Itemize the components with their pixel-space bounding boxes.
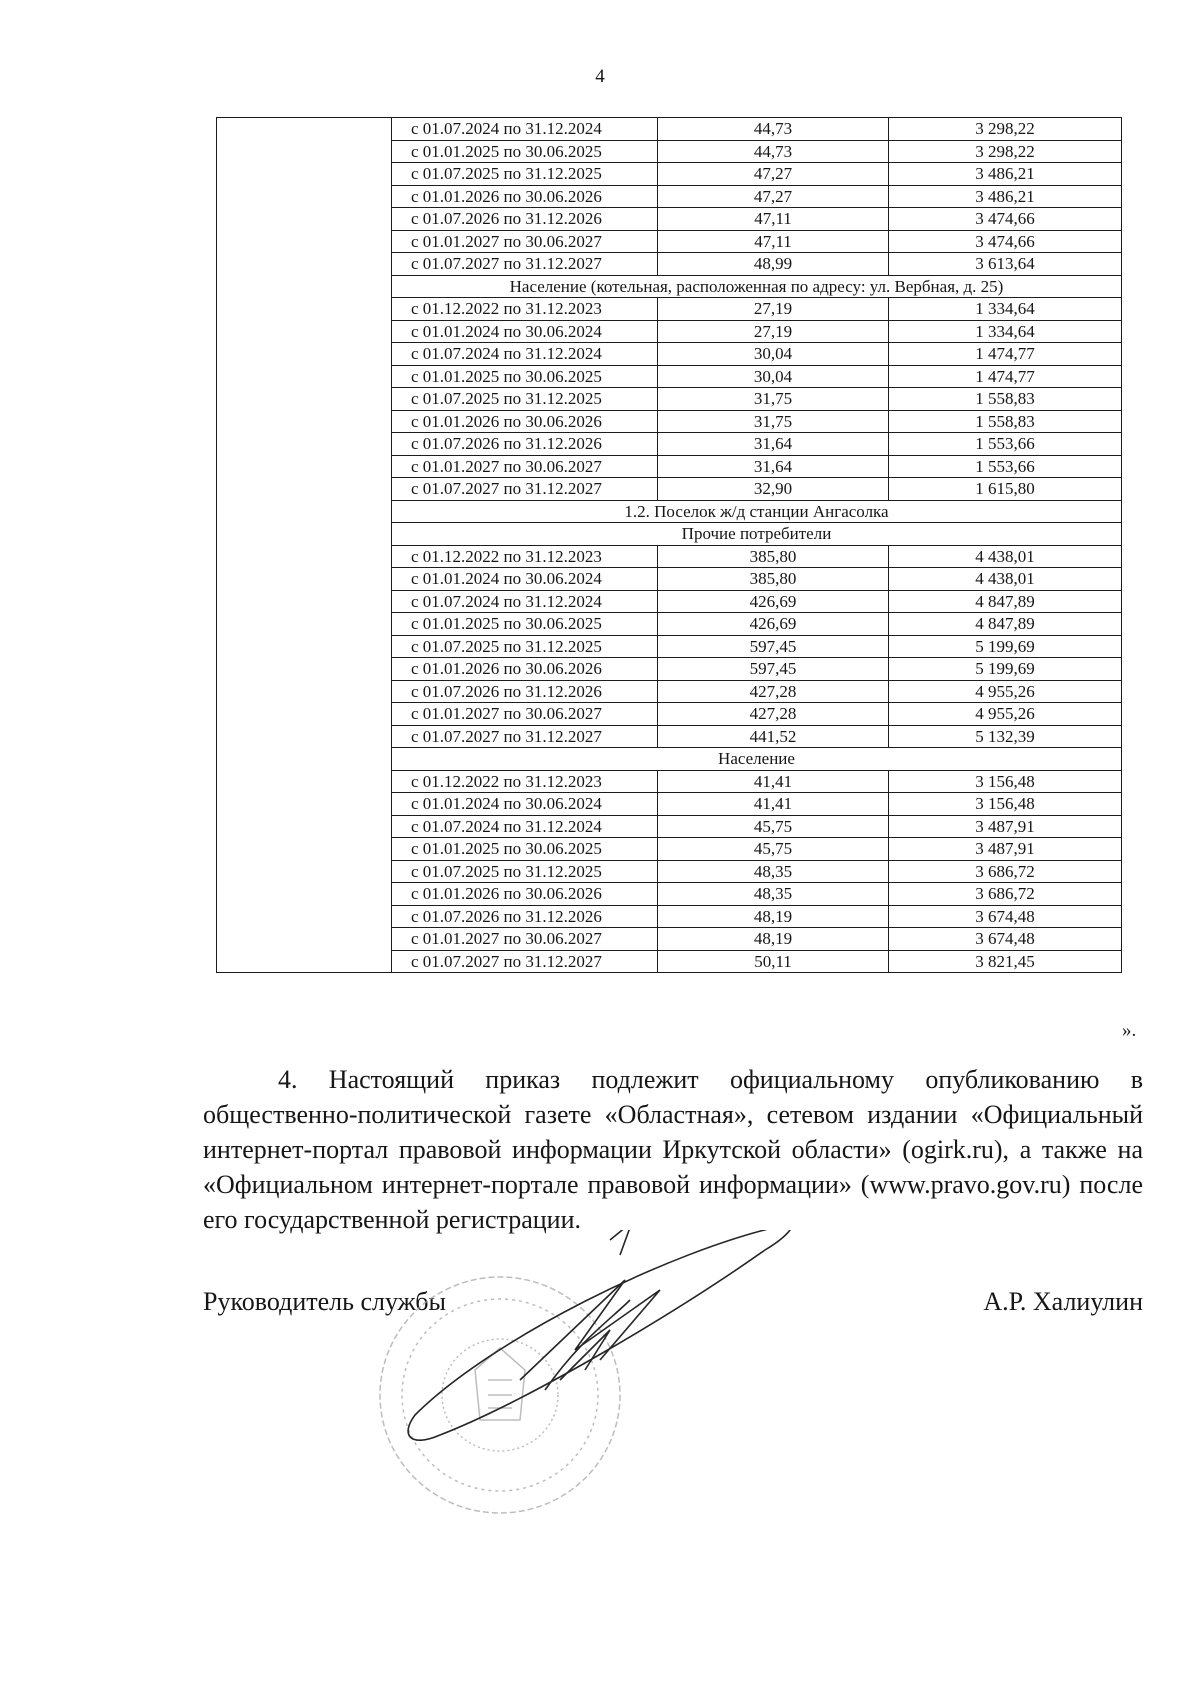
tariff-value-cell: 48,35 <box>658 883 889 906</box>
period-cell: с 01.01.2025 по 30.06.2025 <box>392 838 658 861</box>
tariff-value-cell: 1 334,64 <box>889 320 1122 343</box>
tariff-value-cell: 5 199,69 <box>889 635 1122 658</box>
tariff-value-cell: 4 847,89 <box>889 613 1122 636</box>
tariff-value-cell: 427,28 <box>658 703 889 726</box>
tariff-value-cell: 1 474,77 <box>889 343 1122 366</box>
tariff-value-cell: 4 438,01 <box>889 568 1122 591</box>
tariff-value-cell: 44,73 <box>658 118 889 141</box>
closing-quote: ». <box>1122 1020 1137 1041</box>
tariff-value-cell: 48,99 <box>658 253 889 276</box>
tariff-value-cell: 47,27 <box>658 163 889 186</box>
tariff-value-cell: 597,45 <box>658 658 889 681</box>
tariff-value-cell: 385,80 <box>658 568 889 591</box>
tariff-value-cell: 3 486,21 <box>889 163 1122 186</box>
tariff-value-cell: 45,75 <box>658 815 889 838</box>
tariff-value-cell: 32,90 <box>658 478 889 501</box>
tariff-value-cell: 48,19 <box>658 928 889 951</box>
period-cell: с 01.01.2027 по 30.06.2027 <box>392 455 658 478</box>
period-cell: с 01.07.2025 по 31.12.2025 <box>392 163 658 186</box>
tariff-value-cell: 31,64 <box>658 433 889 456</box>
tariff-value-cell: 3 613,64 <box>889 253 1122 276</box>
tariff-value-cell: 426,69 <box>658 613 889 636</box>
tariff-value-cell: 3 486,21 <box>889 185 1122 208</box>
signatory-title: Руководитель службы <box>203 1287 446 1316</box>
tariff-value-cell: 3 474,66 <box>889 230 1122 253</box>
period-cell: с 01.01.2024 по 30.06.2024 <box>392 568 658 591</box>
period-cell: с 01.01.2026 по 30.06.2026 <box>392 185 658 208</box>
tariff-value-cell: 5 199,69 <box>889 658 1122 681</box>
period-cell: с 01.01.2027 по 30.06.2027 <box>392 703 658 726</box>
tariff-value-cell: 5 132,39 <box>889 725 1122 748</box>
tariff-value-cell: 1 558,83 <box>889 388 1122 411</box>
tariff-value-cell: 441,52 <box>658 725 889 748</box>
tariff-value-cell: 426,69 <box>658 590 889 613</box>
tariff-value-cell: 50,11 <box>658 950 889 973</box>
period-cell: с 01.07.2026 по 31.12.2026 <box>392 208 658 231</box>
tariff-value-cell: 27,19 <box>658 298 889 321</box>
tariff-value-cell: 31,64 <box>658 455 889 478</box>
tariff-value-cell: 47,11 <box>658 208 889 231</box>
tariff-value-cell: 3 298,22 <box>889 118 1122 141</box>
period-cell: с 01.12.2022 по 31.12.2023 <box>392 298 658 321</box>
tariff-value-cell: 31,75 <box>658 388 889 411</box>
period-cell: с 01.01.2024 по 30.06.2024 <box>392 793 658 816</box>
tariff-value-cell: 48,19 <box>658 905 889 928</box>
period-cell: с 01.01.2026 по 30.06.2026 <box>392 883 658 906</box>
period-cell: с 01.07.2024 по 31.12.2024 <box>392 815 658 838</box>
tariff-value-cell: 4 955,26 <box>889 680 1122 703</box>
tariff-value-cell: 1 474,77 <box>889 365 1122 388</box>
period-cell: с 01.07.2026 по 31.12.2026 <box>392 680 658 703</box>
period-cell: с 01.07.2026 по 31.12.2026 <box>392 433 658 456</box>
tariff-table <box>216 117 1122 973</box>
period-cell: с 01.01.2025 по 30.06.2025 <box>392 613 658 636</box>
tariff-value-cell: 3 487,91 <box>889 815 1122 838</box>
period-cell: с 01.12.2022 по 31.12.2023 <box>392 545 658 568</box>
tariff-value-cell: 3 487,91 <box>889 838 1122 861</box>
table-row <box>217 118 1122 141</box>
period-cell: с 01.07.2024 по 31.12.2024 <box>392 590 658 613</box>
period-cell: с 01.01.2026 по 30.06.2026 <box>392 410 658 433</box>
tariff-value-cell: 45,75 <box>658 838 889 861</box>
signatory-name: А.Р. Халиулин <box>983 1287 1143 1316</box>
handwritten-signature <box>408 1230 792 1440</box>
period-cell: с 01.01.2025 по 30.06.2025 <box>392 365 658 388</box>
blank-first-column <box>217 118 392 973</box>
tariff-value-cell: 3 686,72 <box>889 883 1122 906</box>
tariff-value-cell: 427,28 <box>658 680 889 703</box>
tariff-value-cell: 3 474,66 <box>889 208 1122 231</box>
page-number: 4 <box>595 66 605 87</box>
official-stamp <box>370 1230 810 1530</box>
section-header: 1.2. Поселок ж/д станции Ангасолка <box>392 500 1122 523</box>
period-cell: с 01.07.2025 по 31.12.2025 <box>392 388 658 411</box>
tariff-value-cell: 1 558,83 <box>889 410 1122 433</box>
tariff-value-cell: 31,75 <box>658 410 889 433</box>
period-cell: с 01.01.2024 по 30.06.2024 <box>392 320 658 343</box>
tariff-value-cell: 3 156,48 <box>889 793 1122 816</box>
section-header: Население <box>392 748 1122 771</box>
tariff-value-cell: 47,11 <box>658 230 889 253</box>
tariff-value-cell: 30,04 <box>658 365 889 388</box>
tariff-value-cell: 1 334,64 <box>889 298 1122 321</box>
period-cell: с 01.07.2026 по 31.12.2026 <box>392 905 658 928</box>
tariff-value-cell: 4 438,01 <box>889 545 1122 568</box>
tariff-table-body <box>217 118 1122 973</box>
period-cell: с 01.01.2025 по 30.06.2025 <box>392 140 658 163</box>
tariff-value-cell: 3 686,72 <box>889 860 1122 883</box>
tariff-value-cell: 3 298,22 <box>889 140 1122 163</box>
tariff-value-cell: 4 847,89 <box>889 590 1122 613</box>
tariff-value-cell: 1 553,66 <box>889 433 1122 456</box>
tariff-value-cell: 4 955,26 <box>889 703 1122 726</box>
period-cell: с 01.01.2027 по 30.06.2027 <box>392 928 658 951</box>
stamp-seal <box>380 1277 620 1513</box>
tariff-value-cell: 47,27 <box>658 185 889 208</box>
tariff-value-cell: 41,41 <box>658 770 889 793</box>
period-cell: с 01.07.2024 по 31.12.2024 <box>392 343 658 366</box>
period-cell: с 01.07.2027 по 31.12.2027 <box>392 725 658 748</box>
period-cell: с 01.12.2022 по 31.12.2023 <box>392 770 658 793</box>
period-cell: с 01.07.2027 по 31.12.2027 <box>392 253 658 276</box>
period-cell: с 01.07.2025 по 31.12.2025 <box>392 860 658 883</box>
tariff-value-cell: 44,73 <box>658 140 889 163</box>
tariff-value-cell: 1 553,66 <box>889 455 1122 478</box>
tariff-value-cell: 27,19 <box>658 320 889 343</box>
tariff-value-cell: 30,04 <box>658 343 889 366</box>
tariff-value-cell: 48,35 <box>658 860 889 883</box>
tariff-value-cell: 41,41 <box>658 793 889 816</box>
tariff-value-cell: 385,80 <box>658 545 889 568</box>
period-cell: с 01.07.2025 по 31.12.2025 <box>392 635 658 658</box>
section-header: Население (котельная, расположенная по адресу: ул. Вербная, д. 25) <box>392 275 1122 298</box>
tariff-value-cell: 597,45 <box>658 635 889 658</box>
tariff-value-cell: 3 156,48 <box>889 770 1122 793</box>
period-cell: с 01.07.2027 по 31.12.2027 <box>392 478 658 501</box>
paragraph-4: 4. Настоящий приказ подлежит официальному опубликованию в общественно-политической газете «Областная», сетевом издании «Официальный интернет-портал правовой информации Иркутской области» (ogirk.ru), а также на «Официальном интернет-портале правовой информации» (www.pravo.gov.ru) после его государственной регистрации. <box>203 1065 1143 1234</box>
tariff-value-cell: 3 821,45 <box>889 950 1122 973</box>
period-cell: с 01.07.2027 по 31.12.2027 <box>392 950 658 973</box>
tariff-value-cell: 3 674,48 <box>889 928 1122 951</box>
period-cell: с 01.07.2024 по 31.12.2024 <box>392 118 658 141</box>
tariff-value-cell: 3 674,48 <box>889 905 1122 928</box>
period-cell: с 01.01.2026 по 30.06.2026 <box>392 658 658 681</box>
period-cell: с 01.01.2027 по 30.06.2027 <box>392 230 658 253</box>
tariff-value-cell: 1 615,80 <box>889 478 1122 501</box>
section-subheader: Прочие потребители <box>392 523 1122 546</box>
